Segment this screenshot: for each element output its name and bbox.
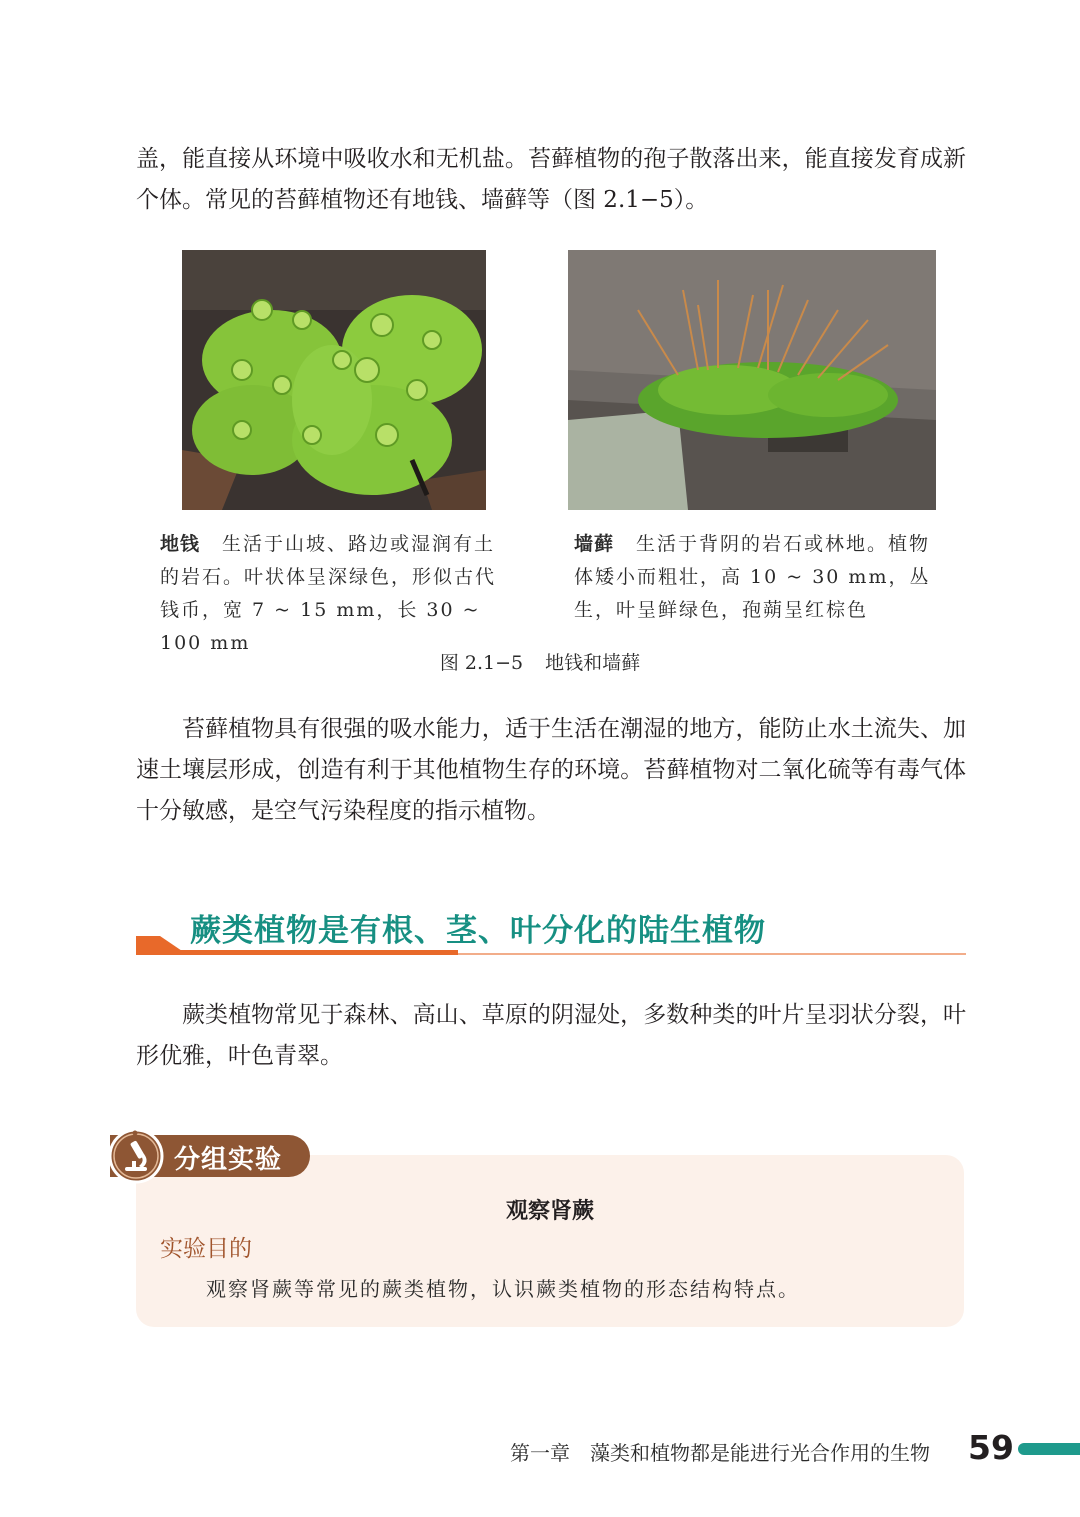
wall-moss-photo [568, 250, 936, 510]
figure-title [0, 648, 1080, 675]
microscope-icon [108, 1128, 164, 1184]
page-number-bar [1018, 1443, 1080, 1455]
liverwort-term: 地钱 [160, 533, 201, 555]
figure-number: 图 2.1−5 [439, 652, 524, 674]
experiment-tab-label: 分组实验 [174, 1145, 283, 1175]
footer-chapter-title: 藻类和植物都是能进行光合作用的生物 [590, 1441, 930, 1465]
page-number: 59 [968, 1428, 1014, 1467]
wall-moss-description: 生活于背阴的岩石或林地。植物体矮小而粗壮，高 10 ~ 30 mm，丛生，叶呈鲜绿色，孢蒴呈红棕色 [574, 533, 931, 621]
liverwort-caption [160, 528, 510, 660]
experiment-purpose-text: 观察肾蕨等常见的蕨类植物，认识蕨类植物的形态结构特点。 [206, 1277, 800, 1301]
liverwort-photo [182, 250, 486, 510]
wall-moss-caption [574, 528, 936, 627]
moss-paragraph: 苔藓植物具有很强的吸水能力，适于生活在潮湿的地方，能防止水土流失、加速土壤层形成，创造有利于其他植物生存的环境。苔藓植物对二氧化硫等有毒气体十分敏感，是空气污染程度的指示植物。 [136, 716, 966, 824]
experiment-title: 观察肾蕨 [505, 1199, 594, 1224]
figure-name: 地钱和墙藓 [545, 652, 641, 674]
liverwort-description: 生活于山坡、路边或湿润有土的岩石。叶状体呈深绿色，形似古代钱币，宽 7 ~ 15 mm，长 30 ~ 100 mm [160, 533, 497, 654]
intro-paragraph: 盖，能直接从环境中吸收水和无机盐。苔藓植物的孢子散落出来，能直接发育成新个体。常见的苔藓植物还有地钱、墙藓等（图 2.1−5）。 [136, 146, 966, 213]
fern-paragraph: 蕨类植物常见于森林、高山、草原的阴湿处，多数种类的叶片呈羽状分裂，叶形优雅，叶色青翠。 [136, 1002, 966, 1069]
footer-chapter [510, 1437, 930, 1466]
experiment-purpose-heading: 实验目的 [160, 1236, 252, 1262]
wall-moss-term: 墙藓 [574, 533, 615, 555]
section-heading: 蕨类植物是有根、茎、叶分化的陆生植物 [190, 913, 766, 949]
footer-chapter-number: 第一章 [510, 1441, 570, 1465]
